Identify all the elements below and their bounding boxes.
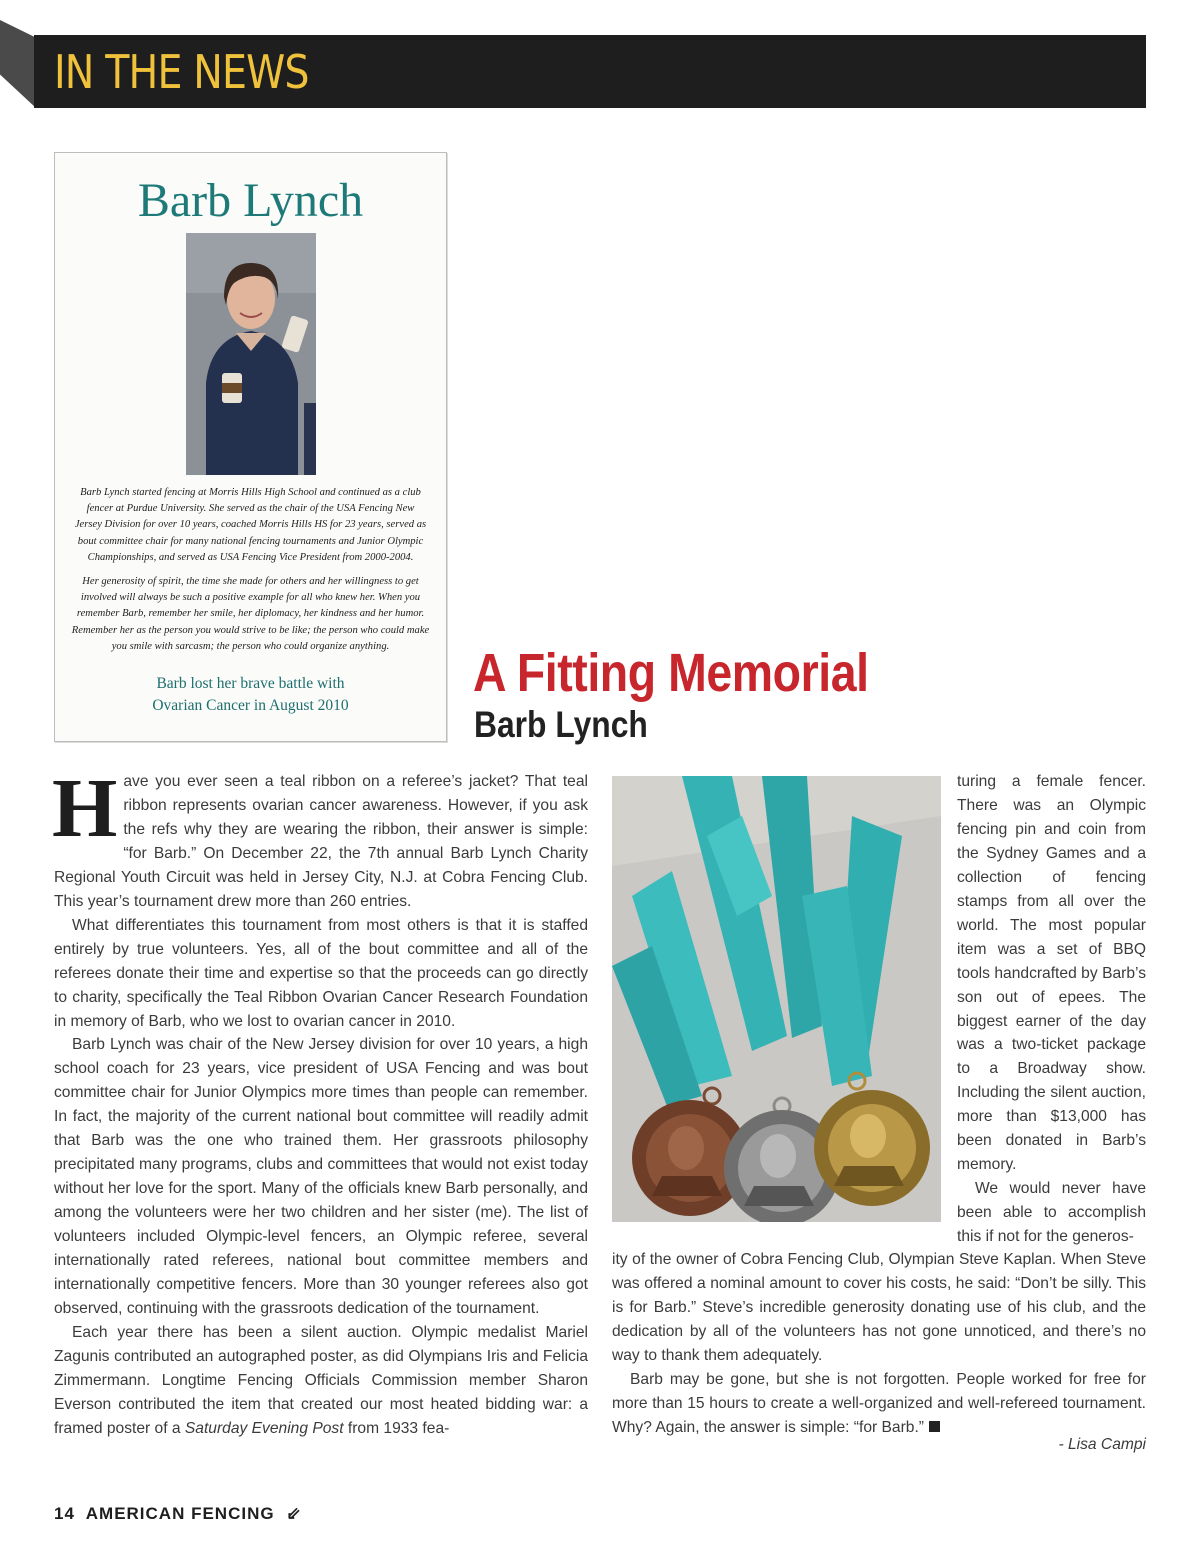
magazine-title: Saturday Evening Post [184,1419,344,1437]
tribute-line: you smile with sarcasm; the person who could organize anything. [111,640,390,652]
flyer-name: Barb Lynch [137,174,364,227]
paragraph-3: Barb Lynch was chair of the New Jersey division for over 10 years, a high school coach for 23 years, vice president of USA Fencing and was bout committee chair for Junior Olympics more times than people can remember. In fact, the majority of the current national bout committee will readily admit that Barb was the one who trained them. Her grassroots philosophy precipitated many programs, clubs and committees that would not exist today without her love for the sport. Many of the officials knew Barb personally, and among the volunteers were her two children and her sister (me). The list of volunteers included Olympic-level fencers, an Olympic referee, several internationally rated referees, national bout committee members and internationally competitive fencers. More than 30 younger referees also got observed, continuing with the grassroots dedication of the tournament. [54,1036,588,1317]
loss-line: Barb lost her brave battle with [156,675,345,692]
memorial-flyer [54,152,447,742]
bio-line: bout committee chair for many national fencing tournaments and Junior Olympic [77,535,424,547]
paragraph-5: We would never have been able to accomplish this if not for the generos- [957,1180,1146,1246]
byline: - Lisa Campi [1058,1436,1146,1453]
article-headline: A Fitting Memorial [473,643,869,703]
paragraph-4-continued: turing a female fencer. There was an Olympic fencing pin and coin from the Sydney Games and a collection of fencing stamps from all over the world. The most popular item was a set of BBQ tools handcrafted by Barb’s son out of epees. The biggest earner of the day was a two-ticket package to a Broadway show. Including the silent auction, more than $13,000 has been donated in Barb’s memory. [957,773,1146,1174]
paragraph-text: Barb may be gone, but she is not forgotten. People worked for free for more than 15 hours to create a well-organized and well-refereed tournament. Why? Again, the answer is simple: “for Barb.” [612,1370,1146,1436]
flyer-loss-note [55,673,446,717]
article-column-left [52,762,588,1492]
tribute-line: Her generosity of spirit, the time she made for others and her willingness to get [82,576,419,588]
paragraph-2: What differentiates this tournament from most others is that it is staffed entirely by true volunteers. Yes, all of the bout committee and all of the referees donate their time and expertise so that the proceeds can go directly to charity, specifically the Teal Ribbon Ovarian Cancer Research Foundation in memory of Barb, who we lost to ovarian cancer in 2010. [54,916,588,1030]
flyer-tribute-paragraph [69,574,432,655]
section-title: IN THE NEWS [54,45,309,99]
arrow-icon: ⇙ [286,1504,302,1523]
paragraph-text: Each year there has been a silent auction. Olympic medalist Mariel Zagunis contributed an autographed poster, as did Olympians Iris and Felicia Zimmermann. Longtime Fencing Officials Commission member Sharon Everson contributed the item that created our most heated bidding war: a framed poster of a [54,1323,588,1437]
flyer-bio-paragraph [69,485,432,566]
tribute-line: involved will always be such a positive example for all who knew her. When you [80,592,421,604]
article-subhead: Barb Lynch [474,704,648,745]
medals-photo [612,776,941,1222]
bio-line: fencer at Purdue University. She served as the chair of the USA Fencing New [86,503,415,515]
paragraph-text: ave you ever seen a teal ribbon on a referee’s jacket? That teal ribbon represents ovarian cancer awareness. However, if you ask the refs why they are wearing the ribbon, their answer is simple: “for Barb.” On December 22, the 7th annual Barb Lynch Charity Regional Youth Circuit was held in Jersey City, N.J. at Cobra Fencing Club. This year’s tournament drew more than 260 entries. [54,773,588,910]
paragraph-5-continued: ity of the owner of Cobra Fencing Club, Olympian Steve Kaplan. When Steve was offered a nominal amount to cover his costs, he said: “Don’t be silly. This is for Barb.” Steve’s incredible generosity donating use of his club, and the dedication by all of the volunteers has not gone unnoticed, and there’s no way to thank them adequately. [612,1251,1146,1364]
paragraph-1 [52,762,588,914]
paragraph-4 [54,1321,588,1441]
tribute-line: Remember her as the person you would strive to be like; the person who could make [71,624,430,636]
article-column-right-top [957,770,1146,1249]
paragraph-6 [612,1368,1146,1440]
magazine-name: AMERICAN FENCING [85,1504,275,1523]
corner-tab [0,20,36,108]
section-banner [34,35,1146,108]
bio-line: Barb Lynch started fencing at Morris Hills High School and continued as a club [80,487,421,498]
drop-cap: H [52,762,118,855]
bio-line: Championships, and served as USA Fencing Vice President from 2000-2004. [87,551,414,563]
page-footer [54,1504,302,1524]
tribute-line: remember Barb, remember her smile, her diplomacy, her kindness and her humor. [76,608,425,620]
loss-line: Ovarian Cancer in August 2010 [152,697,349,714]
flyer-bio [69,485,432,663]
end-mark-icon [929,1421,940,1432]
article-column-right-bottom [612,1248,1146,1440]
bio-line: Jersey Division for over 10 years, coached Morris Hills HS for 23 years, served as [74,519,427,531]
page-number: 14 [54,1504,75,1523]
portrait-photo [186,233,316,475]
paragraph-text: from 1933 fea- [347,1419,450,1437]
